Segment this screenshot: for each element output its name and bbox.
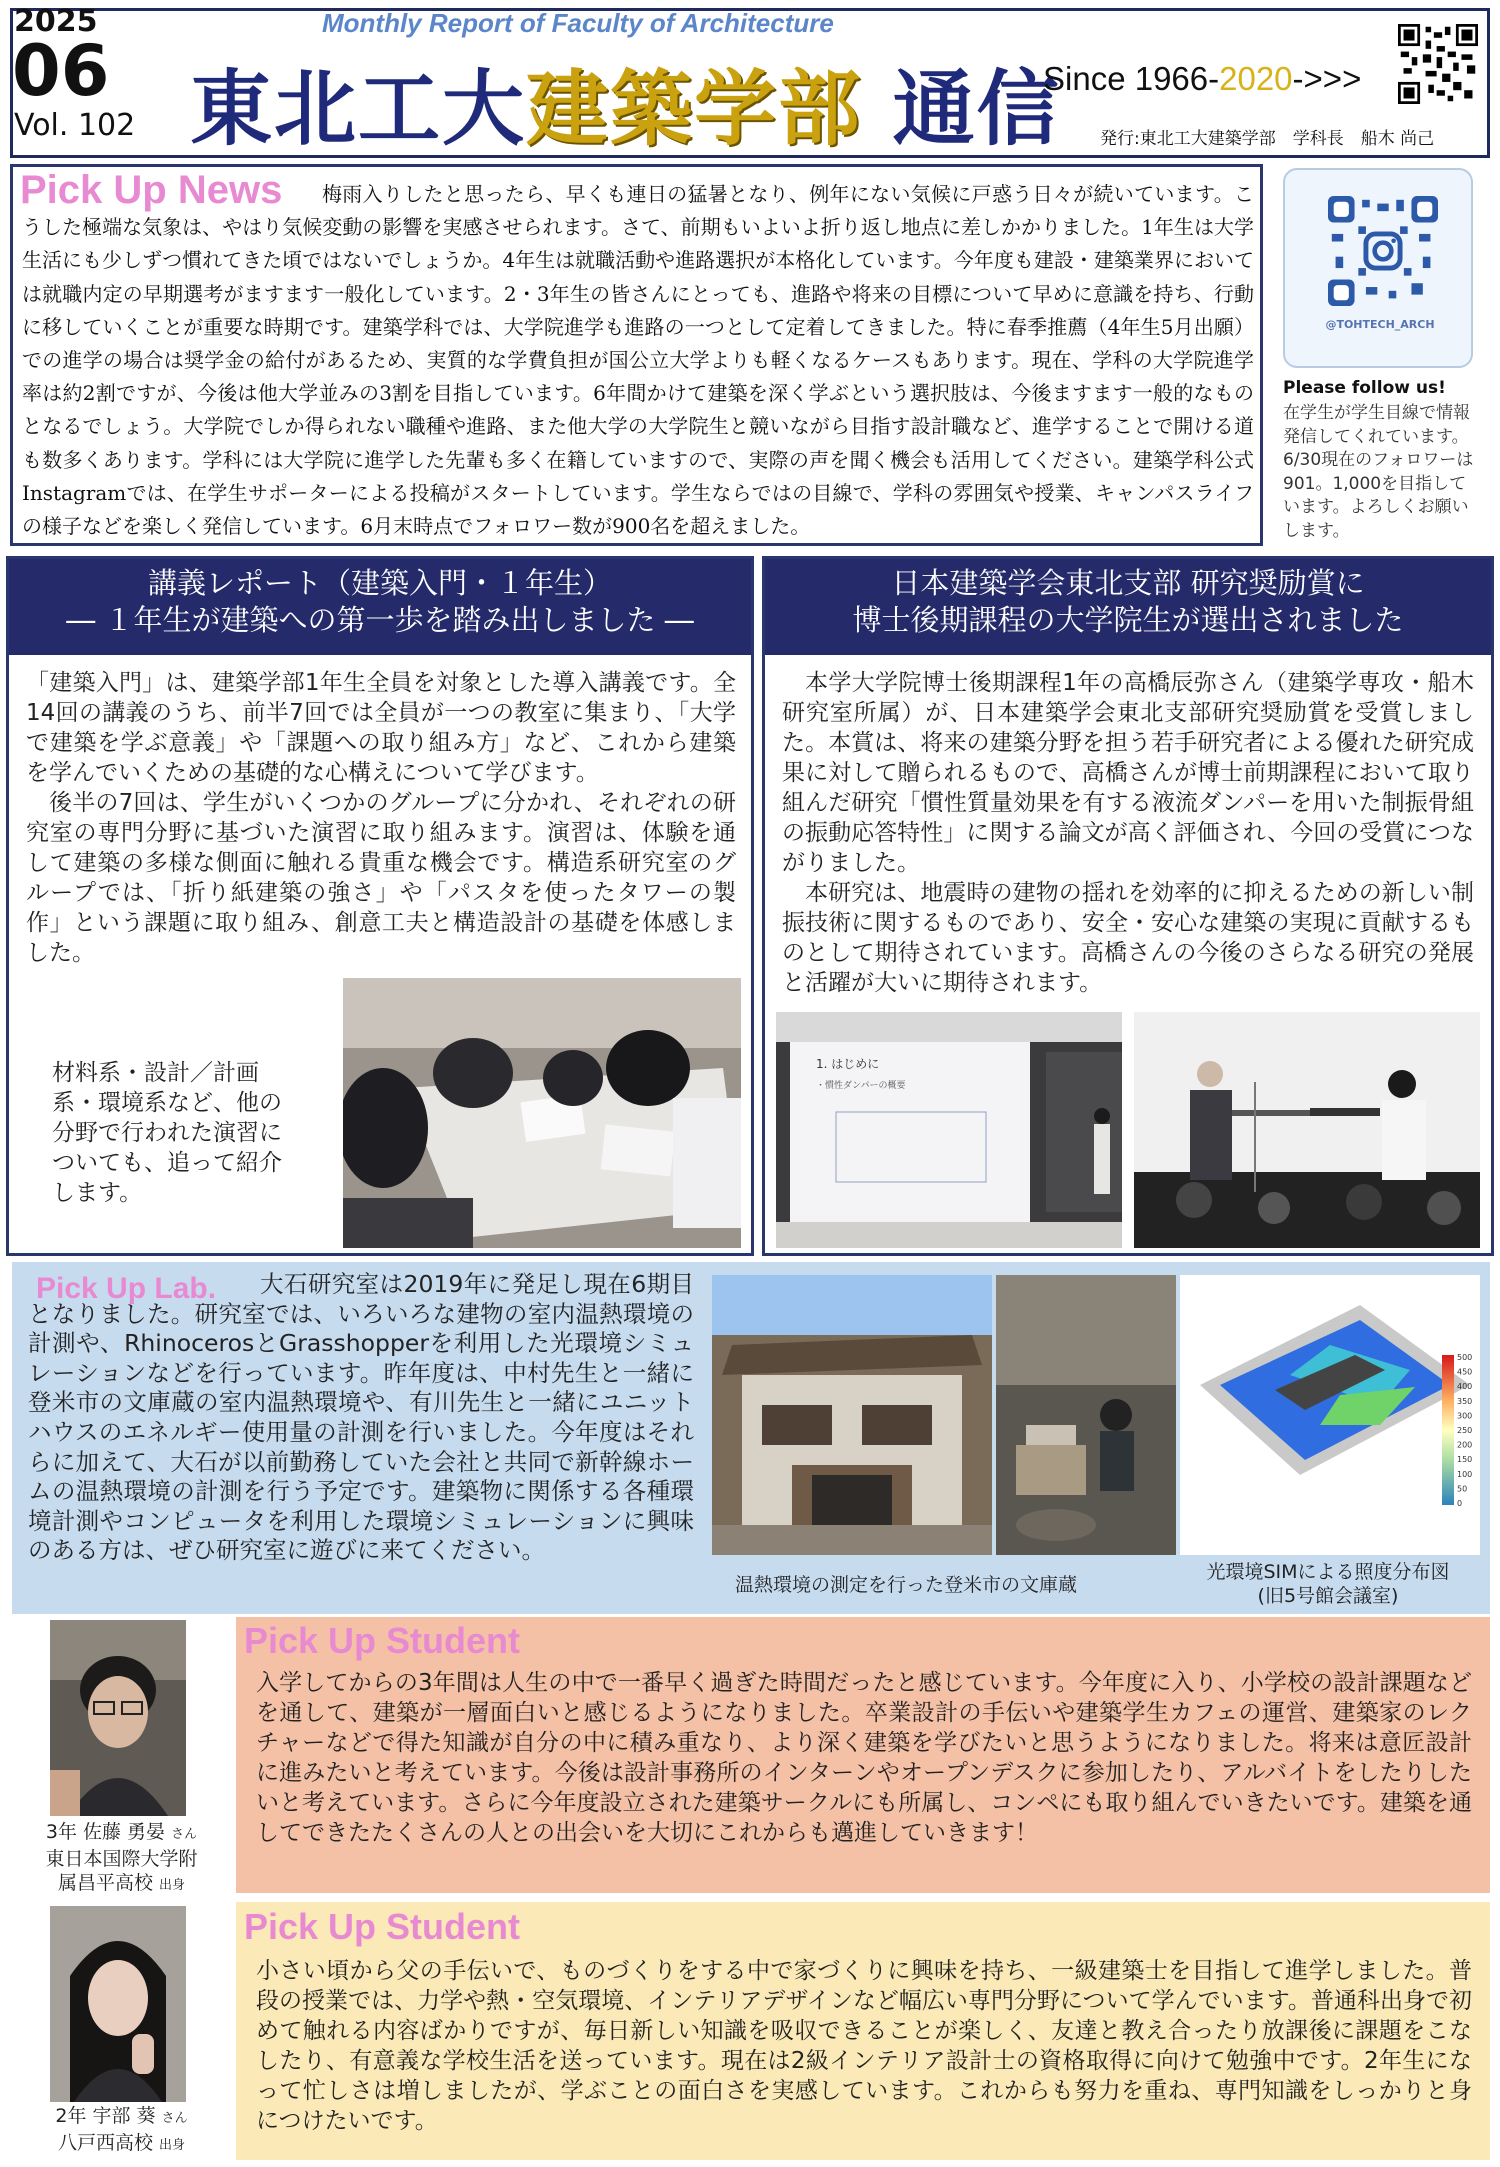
award-ceremony-photo [1134, 1012, 1480, 1248]
qr-code-icon[interactable] [1398, 24, 1478, 104]
student2-portrait-image [50, 1906, 186, 2102]
student1-school-line1: 東日本国際大学附 [45, 1848, 198, 1870]
award-ceremony-image [1134, 1012, 1480, 1248]
masthead-title-gold: 建築学部 [526, 61, 863, 157]
lecture-title-line1: 講義レポート（建築入門・１年生） [147, 566, 612, 600]
student2-title: Pick Up Student [244, 1906, 521, 1947]
publisher-line: 発行:東北工大建築学部 学科長 船木 尚己 [1100, 129, 1435, 149]
follow-us-title: Please follow us! [1283, 378, 1446, 398]
scale-label: 400 [1457, 1382, 1473, 1392]
illuminance-simulation-image [1180, 1275, 1480, 1555]
award-title-line1: 日本建築学会東北支部 研究奨励賞に [891, 566, 1365, 600]
student2-school: 八戸西高校 [57, 2132, 153, 2154]
lab-illuminance-map [1180, 1275, 1480, 1555]
issue-number: 06 [12, 30, 110, 112]
lecture-title-line2: ― １年生が建築への第一歩を踏み出しました ― [66, 603, 694, 637]
students-workshop-image [343, 978, 741, 1248]
masthead-title-post: 通信 [862, 61, 1061, 157]
student2-body: 小さい頃から父の手伝いで、ものづくりをする中で家づくりに興味を持ち、一級建築士を目指して進学しました。普段の授業では、力学や熱・空気環境、インテリアデザインなど幅広い専門分野について学んでいます。普通科出身で初めて触れる内容ばかりですが、毎日新しい知識を吸収できることが楽しく、友達と教え合ったり放課後に課題をこなしたり、有意義な学校生活を送っています。現在は2級インテリア設計士の資格取得に向けて勉強中です。2年生になって忙しさは増しましたが、学ぶことの面白さを実感しています。これからも努力を重ね、専門知識をしっかりと身につけたいです。 [256, 1958, 1472, 2134]
student2-san: さん [161, 2111, 188, 2126]
since-suffix: ->>> [1292, 60, 1362, 97]
student1-portrait-image [50, 1620, 186, 1816]
follow-us-body: 在学生が学生目線で情報発信してくれています。6/30現在のフォロワーは901。1,000を目指しています。よろしくお願いします。 [1283, 403, 1474, 541]
student1-body: 入学してからの3年間は人生の中で一番早く過ぎた時間だったと感じています。今年度に入り、小学校の設計課題などを通して、建築が一層面白いと感じるようになりました。卒業設計の手伝いや建築学生カフェの運営、建築家のレクチャーなどで得た知識が自分の中に積み重なり、より深く建築を学びたいと思うようになりました。将来は意匠設計に進みたいと考えています。今後は設計事務所のインターンやオープンデスクに参加したり、アルバイトをしたりしたいと考えています。さらに今年度設立された建築サークルにも所属し、コンペにも取り組んでいきたいです。建築を通してできたたくさんの人との出会いを大切にこれからも邁進していきます！ [256, 1670, 1472, 1846]
scale-label: 250 [1457, 1426, 1473, 1435]
news-body: 梅雨入りしたと思ったら、早くも連日の猛暑となり、例年にない気候に戸惑う日々が続いています。こうした極端な気象は、やはり気候変動の影響を実感させられます。さて、前期もいよいよ折り返し地点に差しかかりました。1年生は大学生活にも少しずつ慣れてきた頃ではないでしょうか。4年生は就職活動や進路選択が本格化しています。今年度も建設・建築業界においては就職内定の早期選考がますます一般化しています。2・3年生の皆さんにとっても、進路や将来の目標について早めに意識を持ち、行動に移していくことが重要な時期です。建築学科では、大学院進学も進路の一つとして定着してきました。特に春季推薦（4年生5月出願）での進学の場合は奨学金の給付があるため、実質的な学費負担が国公立大学よりも軽くなるケースもあります。現在、学科の大学院進学率は約2割ですが、今後は他大学並みの3割を目指しています。6年間かけて建築を深く学ぶという選択肢は、今後ますます一般的なものとなるでしょう。大学院でしか得られない職種や進路、また他大学の大学院生と競いながら目指す設計職など、進学することで開ける道も数多くあります。学科には大学院に進学した先輩も多く在籍していますので、実際の声を聞く機会も活用してください。建築学科公式Instagramでは、在学生サポーターによる投稿がスタートしています。学生ならではの目線で、学科の雰囲気や授業、キャンパスライフの様子などを楽しく発信しています。6月末時点でフォロワー数が900名を超えました。 [22, 182, 1254, 539]
issue-year: 2025 [14, 4, 98, 39]
student1-title: Pick Up Student [244, 1620, 521, 1661]
student1-school-line2: 属昌平高校 [57, 1872, 153, 1894]
lab-measurement-photo [996, 1275, 1176, 1555]
instagram-qr-icon[interactable] [1328, 196, 1438, 306]
lecture-note: 材料系・設計／計画系・環境系など、他の分野で行われた演習についても、追って紹介します。 [52, 1060, 282, 1206]
award-heading [765, 559, 1491, 655]
award-paragraph-2: 本研究は、地震時の建物の揺れを効率的に抑えるための新しい制振技術に関するものであり、安全・安心な建築の実現に貢献するものとして期待されています。高橋さんの今後のさらなる研究の発展と活躍が大いに期待されます。 [782, 880, 1475, 996]
slide-subtitle: ・慣性ダンパーの概要 [816, 1081, 906, 1091]
since-label [1043, 60, 1361, 98]
award-paragraph-1: 本学大学院博士後期課程1年の高橋辰弥さん（建築学専攻・船木研究室所属）が、日本建築学会東北支部研究奨励賞を受賞しました。本賞は、将来の建築分野を担う若手研究者による優れた研究成果に対して贈られるもので、高橋さんが博士前期課程において取り組んだ研究「慣性質量効果を有する液流ダンパーを用いた制振骨組の振動応答特性」に関する論文が高く評価され、今回の受賞につながりました。 [782, 670, 1475, 876]
student2-name: 2年 宇部 葵 [55, 2105, 156, 2127]
masthead-title [190, 44, 1061, 161]
scale-label: 100 [1457, 1469, 1473, 1479]
lecture-report-heading [9, 559, 751, 655]
scale-label: 500 [1457, 1353, 1473, 1362]
scale-label: 200 [1457, 1440, 1473, 1450]
presentation-slide-image [776, 1012, 1122, 1248]
slide-title: 1. はじめに [816, 1057, 880, 1071]
lab-caption-storehouse: 温熱環境の測定を行った登米市の文庫蔵 [735, 1574, 1078, 1596]
since-prefix: Since 1966- [1043, 60, 1220, 97]
lecture-body [26, 668, 736, 968]
lab-caption-simulation-line1: 光環境SIMによる照度分布図 [1206, 1561, 1450, 1583]
award-title-line2: 博士後期課程の大学院生が選出されました [852, 603, 1404, 637]
masthead-title-pre: 東北工大 [190, 61, 527, 157]
storehouse-image [712, 1275, 992, 1555]
lecture-paragraph-2: 後半の7回は、学生がいくつかのグループに分かれ、それぞれの研究室の専門分野に基づいた演習に取り組みます。演習は、体験を通して建築の多様な側面に触れる貴重な機会です。構造系研究室のグループでは、「折り紙建築の強さ」や「パスタを使ったタワーの製作」という課題に取り組み、創意工夫と構造設計の基礎を体感しました。 [26, 790, 736, 966]
lecture-paragraph-1: 「建築入門」は、建築学部1年生全員を対象とした導入講義です。全14回の講義のうち、前半7回では全員が一つの教室に集まり、「大学で建築を学ぶ意義」や「課題への取り組み方」など、これから建築を学んでいくための基礎的な心構えについて学びます。 [26, 670, 736, 786]
lab-title: Pick Up Lab. [36, 1272, 217, 1305]
instagram-handle[interactable]: @TOHTECH_ARCH [1325, 318, 1435, 331]
student1-portrait [50, 1620, 186, 1816]
student2-portrait [50, 1906, 186, 2102]
award-presentation-photo [776, 1012, 1122, 1248]
scale-label: 0 [1457, 1499, 1463, 1508]
lecture-photo [343, 978, 741, 1248]
scale-label: 50 [1457, 1484, 1468, 1494]
scale-label: 450 [1457, 1367, 1473, 1377]
lab-caption-simulation-line2: (旧5号館会議室) [1257, 1585, 1399, 1607]
scale-label: 350 [1457, 1396, 1473, 1406]
student2-caption [14, 2104, 229, 2158]
scale-label: 150 [1457, 1455, 1473, 1465]
lab-caption-simulation [1178, 1560, 1478, 1608]
student1-caption [14, 1820, 229, 1898]
student1-from: 出身 [159, 1878, 186, 1893]
news-title: Pick Up News [20, 168, 283, 212]
lab-body: 大石研究室は2019年に発足し現在6期目となりました。研究室では、いろいろな建物の室内温熱環境の計測や、RhinocerosとGrasshopperを利用した光環境シミュレーションなどを行っています。昨年度は、中村先生と一緒に登米市の文庫蔵の室内温熱環境や、有川先生と一緒にユニットハウスのエネルギー使用量の計測を行いました。今年度はそれらに加えて、大石が以前勤務していた会社と共同で新幹線ホームの温熱環境の計測を行う予定です。建築物に関係する各種環境計測やコンピュータを利用した環境シミュレーションに興味のある方は、ぜひ研究室に遊びに来てください。 [28, 1270, 694, 1565]
scale-label: 300 [1457, 1411, 1473, 1421]
measurement-equipment-image [996, 1275, 1176, 1555]
student1-san: さん [171, 1827, 198, 1842]
masthead-subtitle: Monthly Report of Faculty of Architecture [322, 8, 834, 38]
student2-from: 出身 [159, 2138, 186, 2153]
lab-storehouse-photo [712, 1275, 992, 1555]
award-body [782, 668, 1474, 998]
student1-name: 3年 佐藤 勇晏 [45, 1821, 166, 1843]
volume-number: Vol. 102 [14, 108, 136, 143]
since-year: 2020 [1219, 60, 1293, 97]
